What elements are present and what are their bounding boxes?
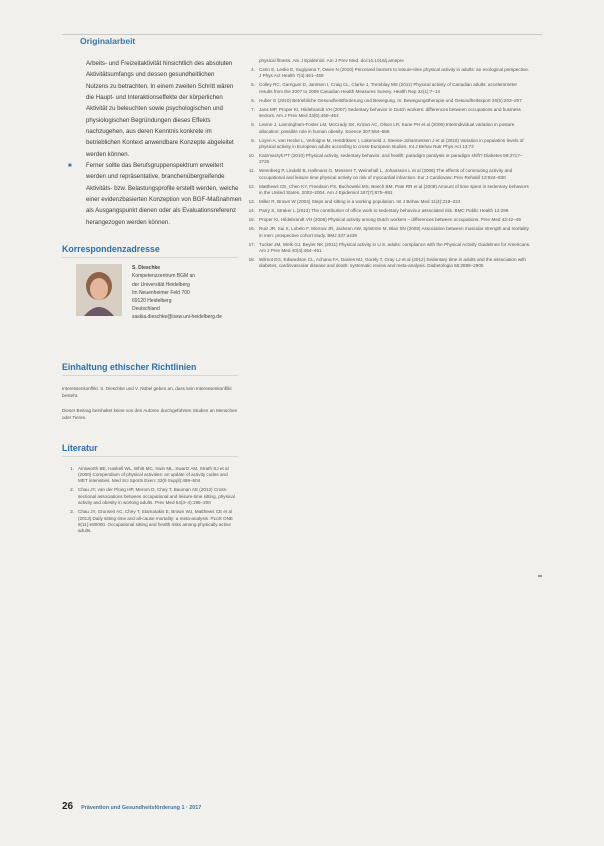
reference-text: Chau JY, van der Ploeg HP, Merom D, Chey T, Bauman AE (2012) Cross-sectional associations between occupational and leisure-time sitting, physical activity and obesity in working adults. Prev Med 54(3–4):195–200 [78, 487, 235, 506]
reference-text: Chau JY, Grunseit AC, Chey T, Stamatakis E, Brown WJ, Matthews CE et al (2013) Daily sitting time and all-cause mortality: a meta-analysis. PLoS ONE 8(11):e80000. Occupational sitting and health risks among physically active adults. [78, 509, 233, 534]
address-line: Kompetenzzentrum BGM an [132, 273, 196, 280]
reference-text: Levine J, Lanningham-Foster LM, McCrady SK, Krizan AC, Olson LR, Kane PH et al (2005) Interindividual variation in posture allocation: possible role in human obesity. Science 307:584–586 [259, 122, 515, 134]
correspondence-title: Korrespondenzadresse [62, 244, 238, 258]
reference-number: 3. [70, 509, 74, 515]
section-tag: Originalarbeit [80, 36, 136, 46]
reference-text: Wennberg P, Lindahl B, Hallmans G, Messner T, Weinehall L, Johansson L et al (2006) The effects of commuting activity and occupational and leisure time physical activity on risk of myocardial infarction. Eur J Cardiovasc Prev Rehabil 13:924–930 [259, 168, 513, 180]
page-number: 26 [62, 801, 74, 812]
reference-text: Jans MP, Proper KI, Hildebrandt VH (2007) Sedentary behavior in Dutch workers: differences between occupations and business sectors. Am J Prev Med 33(6):450–454 [259, 106, 521, 119]
reference-text: Loyen A, van Hecke L, Verloigne M, Hendriksen I, Lakerveld J, Steene-Johannessen J et al (2016) Variation in population levels of physical activity in European adults according to cross-European studies. Int J Behav Nutr Phys Act 13:72 [259, 137, 524, 150]
reference-item [243, 98, 531, 104]
reference-text: Miller R, Brown W (2004) Steps and sitting in a working population. Int J Behav Med 11(4):219–224 [259, 199, 461, 205]
address-line: Im Neuenheimer Feld 700 [132, 289, 190, 296]
reference-number: 1. [70, 465, 74, 471]
reference-number: 17. [248, 241, 255, 247]
reference-item [243, 184, 531, 197]
reference-text: Ruiz JR, Sui X, Lobelo F, Morrow JR, Jackson AW, Sjöström M, Blair SN (2008) Association between muscular strength and mortality in men: prospective cohort study. BMJ 337:a439 [259, 226, 529, 238]
reference-item [243, 199, 531, 205]
journal-name: Prävention und Gesundheitsförderung 1 · 2017 [81, 805, 202, 811]
reference-number: 9. [251, 137, 255, 143]
reference-number: 14. [248, 208, 255, 214]
reference-item [243, 82, 531, 95]
reference-text: Ainsworth BE, Haskell WL, Whitt MC, Irwin ML, Swartz AM, Strath SJ et al (2000) Compendium of physical activities: an update of activity codes and MET intensities. Med Sci Sports Exerc 32(9 Suppl):498–504 [78, 465, 229, 484]
address-text [132, 264, 222, 321]
reference-number: 18. [248, 257, 255, 263]
reference-text: Tucker JM, Welk GJ, Beyler NK (2011) Physical activity in U.S. adults: compliance with the Physical Activity Guidelines for Americans. Am J Prev Med 40(4):454–461 [259, 241, 531, 254]
reference-text: Katzmarzyk PT (2010) Physical activity, sedentary behavior, and health: paradigm paralysis or paradigm shift? Diabetes 59:2717–2725 [259, 153, 523, 165]
reference-text: Cerin E, Leslie E, Sugiyama T, Owen N (2010) Perceived barriers to leisure-time physical activity in adults: an ecological perspective. J Phys Act Health 7(4):451–459 [259, 67, 530, 79]
ethics-statement: Dieser Beitrag beinhaltet keine von den Autoren durchgeführten Studien an Menschen oder Tieren. [62, 407, 238, 420]
reference-number: 10. [248, 153, 255, 159]
recommendation-bullet [68, 160, 242, 228]
reference-item [62, 487, 238, 506]
reference-text: Huber G (2010) Betriebliche Gesundheitsförderung und Bewegung. In: Bewegungstherapie und Gesundheitssport 26(5):203–207 [259, 97, 522, 103]
reference-item [243, 138, 531, 151]
bullet-marker: ■ [68, 162, 72, 170]
reference-number: 2. [70, 487, 74, 493]
reference-text: Proper KI, Hildebrandt VH (2006) Physical activity among Dutch workers – differences between occupations. Prev Med 43:42–45 [259, 217, 521, 223]
right-column [243, 58, 531, 272]
conflict-statement: Interessenkonflikt. S. Dieschke und V. Nübel geben an, dass kein Interessenkonflikt besteht. [62, 385, 232, 398]
reference-number: 6. [251, 97, 255, 103]
reference-number: 11. [248, 168, 255, 174]
ethics-title: Einhaltung ethischer Richtlinien [62, 362, 238, 376]
reference-number: 8. [251, 122, 255, 128]
reference-number: 15. [248, 217, 255, 223]
page-footer [62, 801, 201, 812]
reference-number: 16. [248, 226, 255, 232]
reference-item [243, 242, 531, 255]
reference-list-right [243, 67, 531, 270]
correspondence-section [62, 244, 238, 321]
header-rule [62, 34, 542, 35]
reference-text: Colley RC, Garriguet D, Janssen I, Craig CL, Clarke J, Tremblay MS (2011) Physical activity of Canadian adults: accelerometer results from the 2007 to 2009 Canadian Health Measures Survey. Health Rep 22(1):7–14 [259, 82, 518, 94]
ethics-section [62, 362, 238, 421]
reference-item [243, 67, 531, 80]
address-line: Deutschland [132, 306, 160, 313]
reference-text: Wilmot EG, Edwardson CL, Achana FA, Davies MJ, Gorely T, Gray LJ et al (2012) Sedentary time in adults and the association with diabetes, cardiovascular disease and death: systematic review and meta-analysis. Diabetologia 55:2895–2905 [259, 257, 526, 269]
address-line: der Universität Heidelberg [132, 281, 190, 288]
reference-item [243, 208, 531, 214]
bullet-text: Ferner sollte das Berufsgruppenspektrum erweitert werden und repräsentative, branchenübergreifende Aktivitäts- bzw. Belastungsprofile erstellt werden, welche einer evidenzbasierten Konzeption von BGF-Maßnahmen als Ausgangspunkt dienen oder als Evaluationsreferenz herangezogen werden können. [86, 162, 242, 226]
author-photo [76, 264, 122, 316]
reference-item [243, 107, 531, 120]
reference-item [243, 257, 531, 270]
literature-section [62, 443, 238, 535]
reference-item [243, 153, 531, 166]
correspondence-block [62, 264, 238, 321]
address-line: 69120 Heidelberg [132, 297, 172, 304]
reference-number: 5. [251, 82, 255, 88]
reference-number: 4. [251, 67, 255, 72]
reference-list-left [62, 466, 238, 535]
reference-item [243, 226, 531, 239]
left-column [62, 58, 242, 537]
reference-item [243, 122, 531, 135]
email-link[interactable]: saskia.dieschke@issw.uni-heidelberg.de [132, 314, 222, 321]
reference-number: 7. [251, 106, 255, 112]
scan-mark [538, 575, 542, 577]
reference-number: 13. [248, 199, 255, 205]
continuation-paragraph: Arbeits- und Freizeitaktivität hinsichtlich des absoluten Aktivitätsumfangs und dessen gesundheitlichen Nutzens zu betrachten. In einem zweiten Schritt wären die Haupt- und Interaktionseffekte der körperlichen Aktivität zu beleuchten sowie psychologischen und physiologischen Begründungen dieses Effekts nachzugehen, aus deren Kenntnis konkrete im betrieblichen Kontext anwendbare Konzepte abgeleitet werden können. [86, 60, 234, 158]
reference-text: Matthews CE, Chen KY, Freedson PS, Buchowski MS, Beech BM, Pate RR et al (2008) Amount of time spent in sedentary behaviors in the United States, 2003–2004. Am J Epidemiol 167(7):875–881 [259, 183, 529, 196]
reference-item [243, 217, 531, 223]
literature-title: Literatur [62, 443, 238, 457]
reference-item [62, 509, 238, 535]
reference-text: Parry S, Straker L (2013) The contribution of office work to sedentary behaviour associated risk. BMC Public Health 13:296 [259, 208, 509, 214]
reference-continuation: physical fitness. Am J Epidemiol. Am J Prev Med. doi:10.1016/j.amepre [259, 58, 404, 63]
reference-number: 12. [248, 183, 255, 189]
author-name: S. Dieschke [132, 265, 161, 272]
reference-item [62, 466, 238, 485]
reference-item [243, 168, 531, 181]
